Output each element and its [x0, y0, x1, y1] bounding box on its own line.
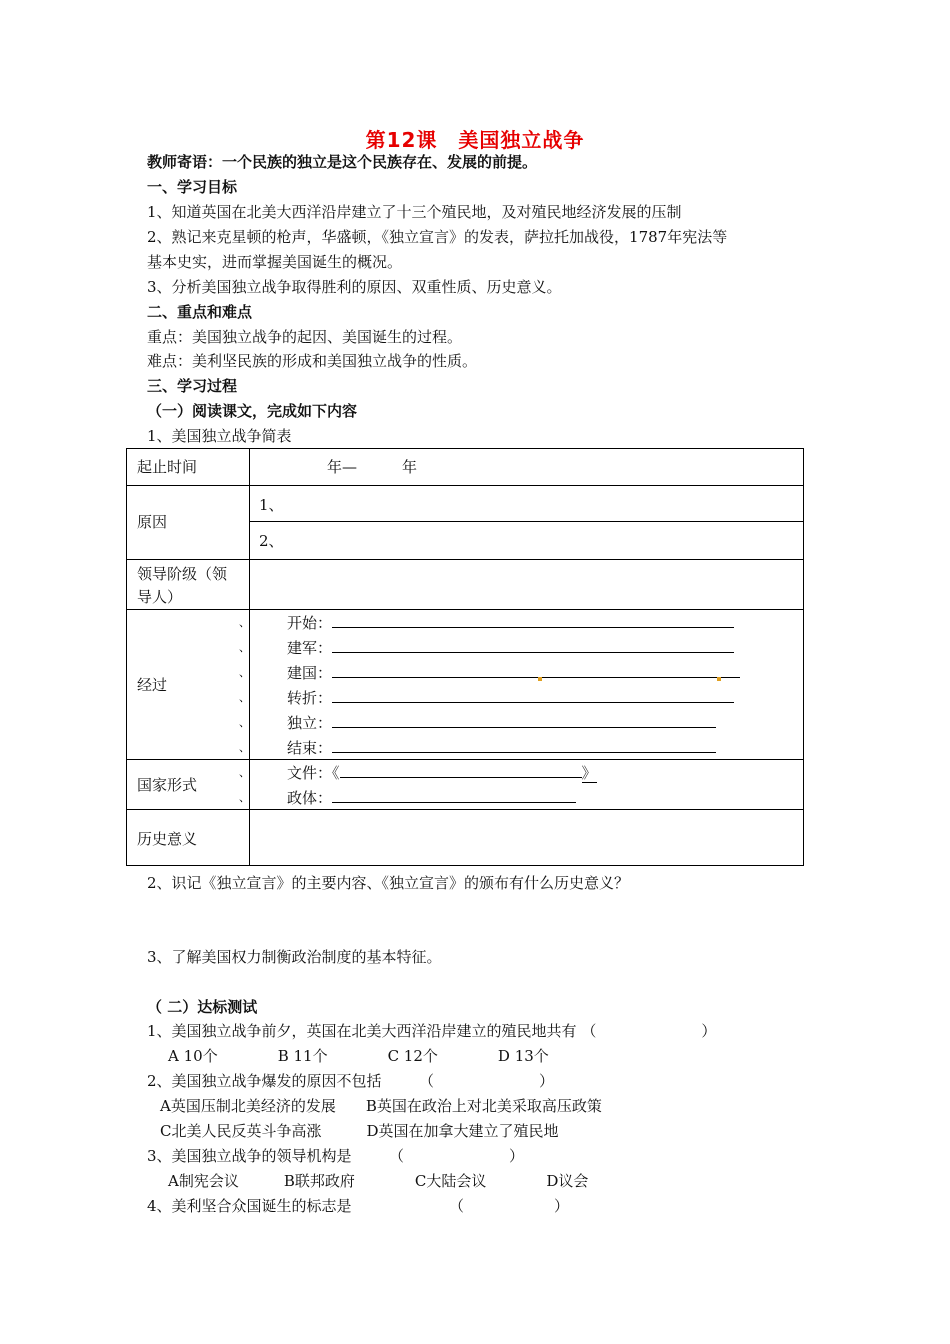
blank-line[interactable] — [332, 738, 716, 753]
question-3: 3、了解美国权力制衡政治制度的基本特征。 — [147, 948, 442, 966]
tick-mark: 、 — [239, 716, 250, 729]
marker-dot — [717, 677, 721, 681]
test-heading: （ 二）达标测试 — [147, 998, 258, 1016]
process-start[interactable] — [287, 613, 734, 633]
blank-line[interactable] — [340, 763, 582, 778]
label-leader-2: 导人） — [137, 588, 183, 606]
label-state: 国家形式 — [137, 776, 198, 794]
test-2-options-a: A英国压制北美经济的发展 B英国在政治上对北美采取高压政策 — [160, 1097, 602, 1115]
row-divider — [127, 809, 803, 810]
tick-mark: 、 — [239, 691, 250, 704]
row-divider — [127, 609, 803, 610]
war-summary-table — [126, 448, 804, 866]
page-title: 第12课 美国独立战争 — [365, 128, 585, 152]
tick-mark: 、 — [239, 766, 250, 779]
tick-mark: 、 — [239, 741, 250, 754]
goal-2a: 2、熟记来克星顿的枪声，华盛顿，《独立宣言》的发表，萨拉托加战役，1787年宪法等 — [147, 228, 728, 246]
label-meaning: 历史意义 — [137, 830, 198, 848]
row-divider — [127, 485, 803, 486]
goal-2b: 基本史实，进而掌握美国诞生的概况。 — [147, 253, 403, 271]
goal-3: 3、分析美国独立战争取得胜利的原因、双重性质、历史意义。 — [147, 278, 562, 296]
marker-dot — [538, 677, 542, 681]
process-army[interactable] — [287, 638, 734, 658]
process-army-label: 建军： — [287, 639, 333, 657]
process-independence[interactable] — [287, 713, 716, 733]
state-government[interactable] — [287, 788, 576, 808]
tick-mark: 、 — [239, 791, 250, 804]
tick-mark: 、 — [239, 616, 250, 629]
blank-line[interactable] — [332, 638, 734, 653]
goal-1: 1、知道英国在北美大西洋沿岸建立了十三个殖民地，及对殖民地经济发展的压制 — [147, 203, 682, 221]
row-divider — [127, 759, 803, 760]
goals-heading: 一、学习目标 — [147, 178, 238, 196]
hard-point: 难点：美利坚民族的形成和美国独立战争的性质。 — [147, 352, 478, 370]
state-document[interactable] — [287, 763, 597, 783]
value-time[interactable]: 年— 年 — [327, 458, 418, 476]
tick-mark: 、 — [239, 666, 250, 679]
test-1: 1、美国独立战争前夕，英国在北美大西洋沿岸建立的殖民地共有 （ ） — [147, 1022, 717, 1040]
process-end-label: 结束： — [287, 739, 333, 757]
process-turn-label: 转折： — [287, 689, 333, 707]
process-heading: 三、学习过程 — [147, 377, 238, 395]
blank-line[interactable] — [332, 613, 734, 628]
process-nation-label: 建国： — [287, 664, 333, 682]
test-4: 4、美利坚合众国诞生的标志是 （ ） — [147, 1197, 570, 1215]
read-heading: （一）阅读课文，完成如下内容 — [147, 402, 358, 420]
label-time: 起止时间 — [137, 458, 198, 476]
test-3-options: A制宪会议 B联邦政府 C大陆会议 D议会 — [168, 1172, 589, 1190]
row-divider — [249, 521, 803, 522]
test-1-options: A 10个 B 11个 C 12个 D 13个 — [168, 1047, 549, 1065]
test-3: 3、美国独立战争的领导机构是 （ ） — [147, 1147, 525, 1165]
label-leader-1: 领导阶级（领 — [137, 565, 228, 583]
teacher-note: 教师寄语：一个民族的独立是这个民族存在、发展的前提。 — [147, 153, 538, 171]
process-independence-label: 独立： — [287, 714, 333, 732]
process-start-label: 开始： — [287, 614, 333, 632]
test-2: 2、美国独立战争爆发的原因不包括 （ ） — [147, 1072, 555, 1090]
gov-label: 政体： — [287, 789, 333, 807]
blank-line[interactable] — [332, 663, 740, 678]
blank-line[interactable] — [332, 688, 734, 703]
doc-close: 》 — [581, 764, 597, 782]
cause-2[interactable]: 2、 — [259, 532, 284, 550]
doc-label: 文件：《 — [287, 764, 340, 782]
key-point: 重点：美国独立战争的起因、美国诞生的过程。 — [147, 328, 463, 346]
question-2: 2、识记《独立宣言》的主要内容、《独立宣言》的颁布有什么历史意义？ — [147, 874, 630, 892]
tick-mark: 、 — [239, 641, 250, 654]
process-turn[interactable] — [287, 688, 734, 708]
key-heading: 二、重点和难点 — [147, 303, 253, 321]
cause-1[interactable]: 1、 — [259, 496, 284, 514]
label-process: 经过 — [137, 676, 168, 694]
row-divider — [127, 559, 803, 560]
process-nation[interactable] — [287, 663, 740, 683]
process-end[interactable] — [287, 738, 716, 758]
label-cause: 原因 — [137, 513, 168, 531]
blank-line[interactable] — [332, 713, 716, 728]
test-2-options-b: C北美人民反英斗争高涨 D英国在加拿大建立了殖民地 — [160, 1122, 559, 1140]
blank-line[interactable] — [332, 788, 576, 803]
table-caption: 1、美国独立战争简表 — [147, 427, 292, 445]
